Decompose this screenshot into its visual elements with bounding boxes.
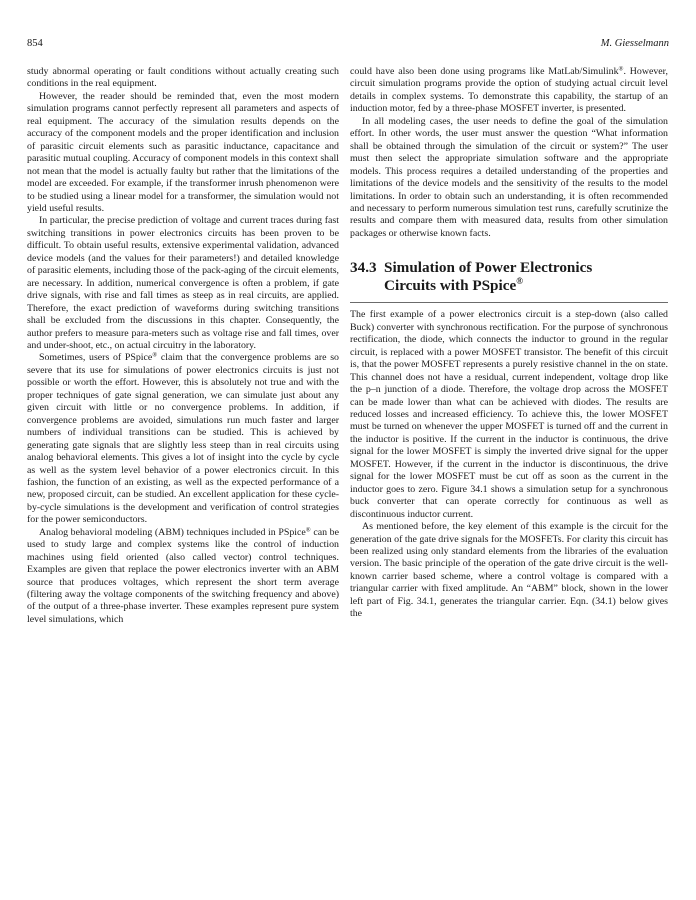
- right-paragraph-1-start: could have also been done using programs like MatLab/Simulink: [350, 66, 619, 77]
- section-number: 34.3: [350, 259, 377, 277]
- left-paragraph-4-start: Sometimes, users of PSpice: [39, 352, 153, 364]
- right-paragraph-3: The first example of a power electronics circuit is a step-down (also called Buck) converter with synchronous rectification. For the purpose of synchronous rectification, the diode, which connects the inductor to ground in the regular circuit, is replaced with a power MOSFET transistor. The benefit of this circuit is, that the power MOSFET represents a purely resistive channel in the on state. This channel does not have a residual, current independent, voltage drop like the p–n junction of a diode. Therefore, the voltage drop across the MOSFET can be made lower than what can be achieved with diodes. The results are reduced losses and increased efficiency. To achieve this, the lower MOSFET must be turned on whenever the upper MOSFET is turned off and the current in the inductor is positive. If the current in the inductor is continuous, the drive signal for the lower MOSFET is simply the inverted drive signal for the upper MOSFET. However, if the current in the inductor is discontinuous, the drive signal for the lower MOSFET must be cut off as soon as the current in the inductor goes to zero. Figure 34.1 shows a simulation setup for a synchronous buck converter that can operate correctly for continuous as well as discontinuous inductor current.: [350, 309, 668, 520]
- section-heading: [350, 259, 668, 294]
- right-paragraph-2: In all modeling cases, the user needs to define the goal of the simulation effort. In other words, the user must answer the question “What information shall be obtained through the simulation of the circuit or system?” The user must then select the appropriate simulation software and the appropriate models. This process requires a detailed understanding of the properties and limitations of the device models and the sensitivity of the results to the model limitations. In order to obtain such an understanding, it is often recommended and necessary to perform numerous simulation test runs, carefully scrutinize the results and compare them with measured data, results from other simulation packages or otherwise known facts.: [350, 115, 668, 239]
- registered-mark: ®: [305, 526, 311, 534]
- section-title-line-2: Circuits with PSpice: [384, 276, 517, 294]
- left-paragraph-5: [27, 527, 339, 627]
- page-header: [27, 37, 669, 51]
- section-rule: [350, 302, 668, 303]
- page-number: 854: [27, 38, 43, 49]
- right-paragraph-1-rest: . However, circuit simulation programs provide the option of studying actual circuit level details in complex systems. To demonstrate this capability, the startup of an induction motor, fed by a three-phase MOSFET inverter, is presented.: [350, 66, 669, 115]
- running-head: M. Giesselmann: [600, 38, 669, 49]
- registered-mark: ®: [618, 65, 624, 73]
- right-paragraph-4: As mentioned before, the key element of this example is the circuit for the generation of the gate drive signals for the MOSFETs. For clarity this circuit has been realized using only standard elements from the libraries of the evaluation version. The basic principle of the operation of the gate drive circuit is the well-known carrier based scheme, where a control voltage is compared with a triangular carrier with fixed amplitude. An “ABM” block, shown in the lower left part of Fig. 34.1, generates the triangular carrier. Eqn. (34.1) below gives the: [350, 521, 668, 620]
- left-paragraph-5-start: Analog behavioral modeling (ABM) techniques included in PSpice: [39, 526, 306, 538]
- left-paragraph-4-rest: claim that the convergence problems are so severe that its use for simulations of power electronics circuits is just not possible or worth the effort. However, this is absolutely not true and with the proper techniques of gate signal generation, we can simulate just about any given circuit with little or no convergence problems. In addition, if convergence problems are avoided, simulations run much faster and larger numbers of individual transitions can be studied. This is achieved by generating gate signals that are slightly less steep than in real circuits using analog behavioral elements. This gives a lot of insight into the cycle by cycle as well as the system level behavior of a power electronics circuit. In this fashion, the function of an existing, as well as the expected performance of a new, proposed circuit, can be studied. An excellent application for these cycle-by-cycle simulations is the development and verification of control strategies for the power semiconductors.: [27, 352, 339, 526]
- section-title-line-1: Simulation of Power Electronics: [384, 259, 593, 277]
- right-paragraph-1: [350, 66, 668, 116]
- left-column: [27, 66, 339, 626]
- left-paragraph-3: In particular, the precise prediction of voltage and current traces during fast switching transitions in power electronics circuits has been proven to be difficult. To obtain useful results, extensive experimental validation, advanced device models (and the values for their parameters!) and detailed knowledge of parasitic elements, including those of the pack-aging of the circuit elements, are necessary. In addition, numerical convergence is often a problem, if gate drive signals, with rise and fall times as steep as in real circuits, are applied. Therefore, the exact prediction of waveforms during switching transitions shall be excluded from the discussions in this chapter. Consequently, the author prefers to measure para-meters such as voltage rise and fall times, over and under-shoot, etc., on actual circuitry in the laboratory.: [27, 215, 339, 351]
- left-paragraph-4: [27, 352, 339, 526]
- registered-mark: ®: [516, 275, 523, 286]
- left-paragraph-5-rest: can be used to study large and complex systems like the control of induction machines using field oriented (also called vector) control techniques. Examples are given that replace the power electronics inverter with an ABM source that produces voltages, which represent the short term average (filtering away the voltage components of the switching frequency and above) of the output of a three-phase inverter. These examples represent pure system level simulations, which: [27, 526, 339, 625]
- left-paragraph-1: study abnormal operating or fault conditions without actually creating such conditions in the real equipment.: [27, 66, 339, 90]
- section-title-line-2-wrap: [350, 277, 668, 295]
- registered-mark: ®: [152, 351, 158, 359]
- left-paragraph-2: However, the reader should be reminded that, even the most modern simulation programs cannot perfectly represent all parameters and aspects of real equipment. The accuracy of the simulation results depends on the accuracy of the component models and the proper identification and inclusion of parasitic circuit elements such as parasitic inductance, capacitance and parasitic mutual coupling. Accuracy of component models in this context shall not mean that the model is actually faulty but rather that the limitations of the model are exceeded. For example, if the transformer inrush phenomenon were to be studied using a linear model for a transformer, the simulation would not yield useful results.: [27, 90, 339, 214]
- right-column: [350, 66, 668, 621]
